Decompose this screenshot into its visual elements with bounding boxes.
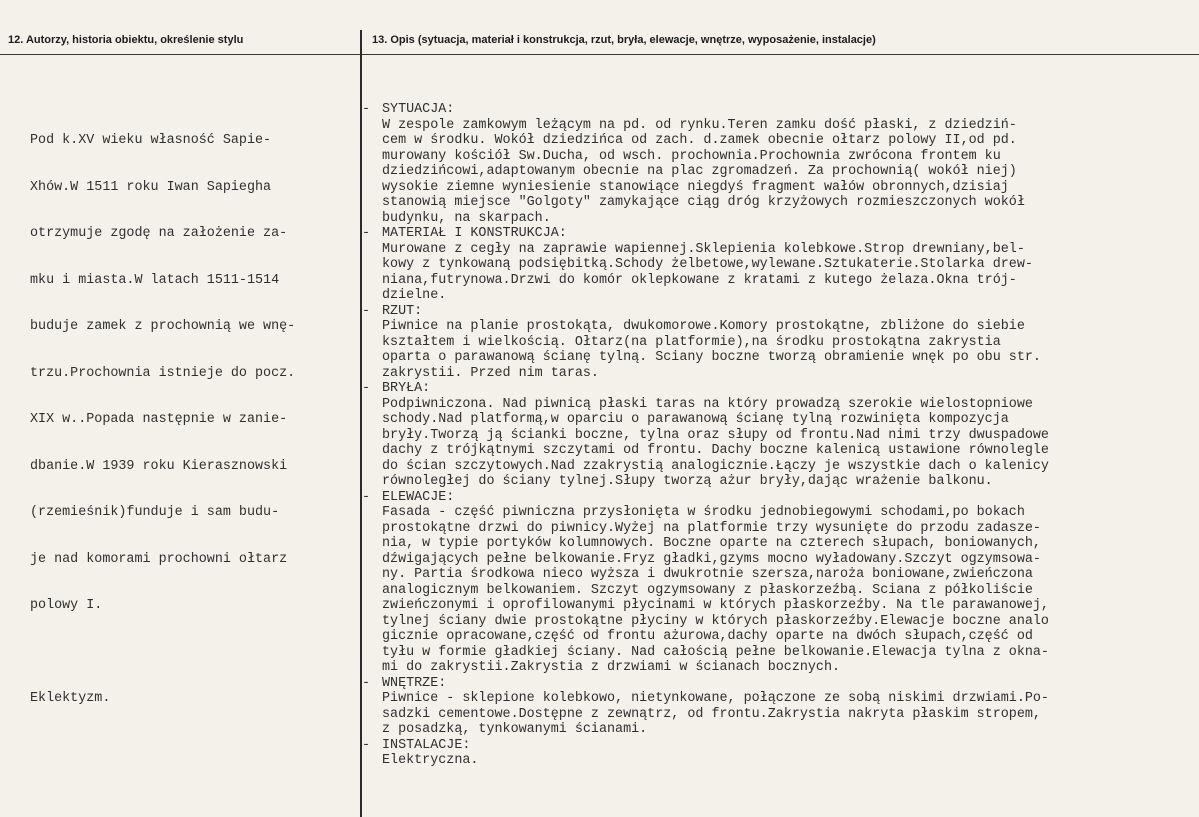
- section-line: dziedzińcowi,adaptowanym obecnie na plac zgromadzeń. Za prochownią( wokół niej): [382, 164, 1017, 179]
- history-line: Xhów.W 1511 roku Iwan Sapiegha: [30, 179, 272, 195]
- section-title: RZUT:: [382, 303, 423, 319]
- section-title: ELEWACJE:: [382, 489, 455, 505]
- history-line: mku i miasta.W latach 1511-1514: [30, 272, 280, 288]
- section-heading: [362, 490, 1049, 506]
- history-line: polowy I.: [30, 598, 103, 613]
- section-line: zakrystii. Przed nim taras.: [382, 365, 599, 381]
- section-title: WNĘTRZE:: [382, 675, 447, 691]
- bullet-dash: -: [362, 737, 371, 753]
- bullet-dash: -: [362, 675, 371, 691]
- header-rule: [0, 54, 1199, 55]
- section-heading: [362, 676, 1049, 692]
- section-title: INSTALACJE:: [382, 737, 471, 753]
- section-13-header: 13. Opis (sytuacja, materiał i konstrukcja, rzut, bryła, elewacje, wnętrze, wyposażenie, instalacje): [372, 34, 876, 46]
- section-line: Podpiwniczona. Nad piwnicą płaski taras na który prowadzą szerokie wielostopniowe: [382, 396, 1033, 412]
- section-heading: [362, 381, 1049, 397]
- section-title: SYTUACJA:: [382, 102, 455, 117]
- history-line: XIX w..Popada następnie w zanie-: [30, 412, 288, 427]
- history-text: [30, 102, 295, 738]
- bullet-dash: -: [362, 303, 371, 319]
- section-line: Elektryczna.: [382, 753, 479, 768]
- style-text: Eklektyzm.: [30, 691, 111, 706]
- section-line: Fasada - część piwniczna przysłonięta w środku jednobiegowymi schodami,po bokach: [382, 505, 1025, 520]
- section-heading: [362, 226, 1049, 242]
- section-line: sadzki cementowe.Dostępne z zewnątrz, od frontu.Zakrystia nakryta płaskim stropem,: [382, 706, 1041, 722]
- section-line: schody.Nad platformą,w oparciu o parawanową ścianę tylną rozwinięta kompozycja: [382, 412, 1009, 427]
- section-line: tyłu w formie gładkiej ściany. Nad całością pełne belkowanie.Elewacja tylna z okna-: [382, 644, 1049, 660]
- section-line: murowany kościół Sw.Ducha, od wsch. prochownia.Prochownia zwrócona frontem ku: [382, 148, 1001, 164]
- section-line: oparta o parawanową ścianę tylną. Sciany boczne tworzą obramienie wnęk po obu str.: [382, 350, 1041, 365]
- bullet-dash: -: [362, 226, 371, 241]
- section-line: cem w środku. Wokół dziedzińca od zach. d.zamek obecnie ołtarz polowy II,od pd.: [382, 133, 1017, 148]
- section-line: bryły.Tworzą ją ścianki boczne, tylna oraz słupy od frontu.Nad nimi trzy dwuspadowe: [382, 427, 1049, 443]
- bullet-dash: -: [362, 102, 371, 117]
- section-line: Murowane z cegły na zaprawie wapiennej.Sklepienia kolebkowe.Strop drewniany,bel-: [382, 241, 1025, 257]
- section-heading: [362, 304, 1049, 320]
- section-line: do ścian szczytowych.Nad zzakrystią analogicznie.Łączy je wszystkie dach o kalenicy: [382, 458, 1049, 474]
- section-line: dachy z trójkątnymi szczytami od frontu. Dachy boczne kalenicą ustawione równolegle: [382, 443, 1049, 458]
- section-12-header: 12. Autorzy, historia obiektu, określenie stylu: [8, 34, 244, 46]
- description-text: [362, 102, 1049, 769]
- history-line: (rzemieśnik)funduje i sam budu-: [30, 505, 280, 520]
- section-title: BRYŁA:: [382, 381, 431, 396]
- section-line: dzielne.: [382, 288, 447, 303]
- history-line: buduje zamek z prochownią we wnę-: [30, 319, 296, 334]
- section-line: analogicznym belkowaniem. Szczyt ogzymsowany z płaskorzeźbą. Sciana z półkoliście: [382, 582, 1033, 598]
- section-line: tylnej ściany dwie prostokątne płyciny w których płaskorzeźby.Elewacje boczne analo: [382, 613, 1049, 629]
- section-line: prostokątne drzwi do piwnicy.Wyżej na platformie trzy wysunięte do przodu zadasze-: [382, 520, 1041, 536]
- section-line: gicznie opracowane,część od frontu ażurowa,dachy oparte na dwóch słupach,część od: [382, 629, 1033, 644]
- section-line: dźwigających pełne belkowanie.Fryz gładki,gzyms mocno wyładowany.Szczyt ogzymsowa-: [382, 551, 1041, 567]
- history-line: trzu.Prochownia istnieje do pocz.: [30, 365, 296, 381]
- section-line: kształtem i wielkością. Ołtarz(na platformie),na środku prostokątna zakrystia: [382, 334, 1001, 350]
- bullet-dash: -: [362, 489, 371, 505]
- section-line: niana,futrynowa.Drzwi do komór oklepkowane z kratami z kutego żelaza.Okna trój-: [382, 272, 1017, 288]
- section-line: kowy z tynkowaną podsiębitką.Schody żelbetowe,wylewane.Sztukaterie.Stolarka drew-: [382, 257, 1033, 272]
- section-heading: [362, 102, 1049, 118]
- section-title: MATERIAŁ I KONSTRUKCJA:: [382, 226, 567, 241]
- history-line: dbanie.W 1939 roku Kierasznowski: [30, 458, 288, 474]
- section-line: równoległej do ściany tylnej.Słupy tworzą ażur bryły,dając wrażenie balkonu.: [382, 474, 993, 489]
- section-line: Piwnice na planie prostokąta, dwukomorowe.Komory prostokątne, zbliżone do siebie: [382, 319, 1025, 334]
- bullet-dash: -: [362, 381, 371, 396]
- section-line: budynku, na skarpach.: [382, 210, 551, 226]
- section-line: nia, w typie portyków kolumnowych. Boczne oparte na czterech słupach, boniowanych,: [382, 536, 1041, 551]
- history-line: Pod k.XV wieku własność Sapie-: [30, 133, 272, 148]
- section-line: zwieńczonymi i oprofilowanymi płycinami w których płaskorzeźby. Na tle parawanowej,: [382, 598, 1049, 613]
- section-line: Piwnice - sklepione kolebkowo, nietynkowane, połączone ze sobą niskimi drzwiami.Po-: [382, 691, 1049, 706]
- section-heading: [362, 738, 1049, 754]
- section-line: wysokie ziemne wyniesienie stanowiące niegdyś fragment wałów obronnych,dzisiaj: [382, 179, 1009, 195]
- history-line: je nad komorami prochowni ołtarz: [30, 551, 288, 567]
- section-line: W zespole zamkowym leżącym na pd. od rynku.Teren zamku dość płaski, z dziedziń-: [382, 117, 1017, 133]
- section-line: z posadzką, tynkowanymi ścianami.: [382, 722, 648, 737]
- section-line: mi do zakrystii.Zakrystia z drzwiami w ścianach bocznych.: [382, 660, 841, 675]
- section-line: stanowią miejsce "Golgoty" zamykające ciąg dróg krzyżowych rozmieszczonych wokół: [382, 195, 1025, 210]
- spacer: [30, 645, 295, 661]
- history-line: otrzymuje zgodę na założenie za-: [30, 226, 288, 241]
- section-line: ny. Partia środkowa nieco wyższa i dwukrotnie szersza,naroża boniowane,zwieńczona: [382, 567, 1033, 582]
